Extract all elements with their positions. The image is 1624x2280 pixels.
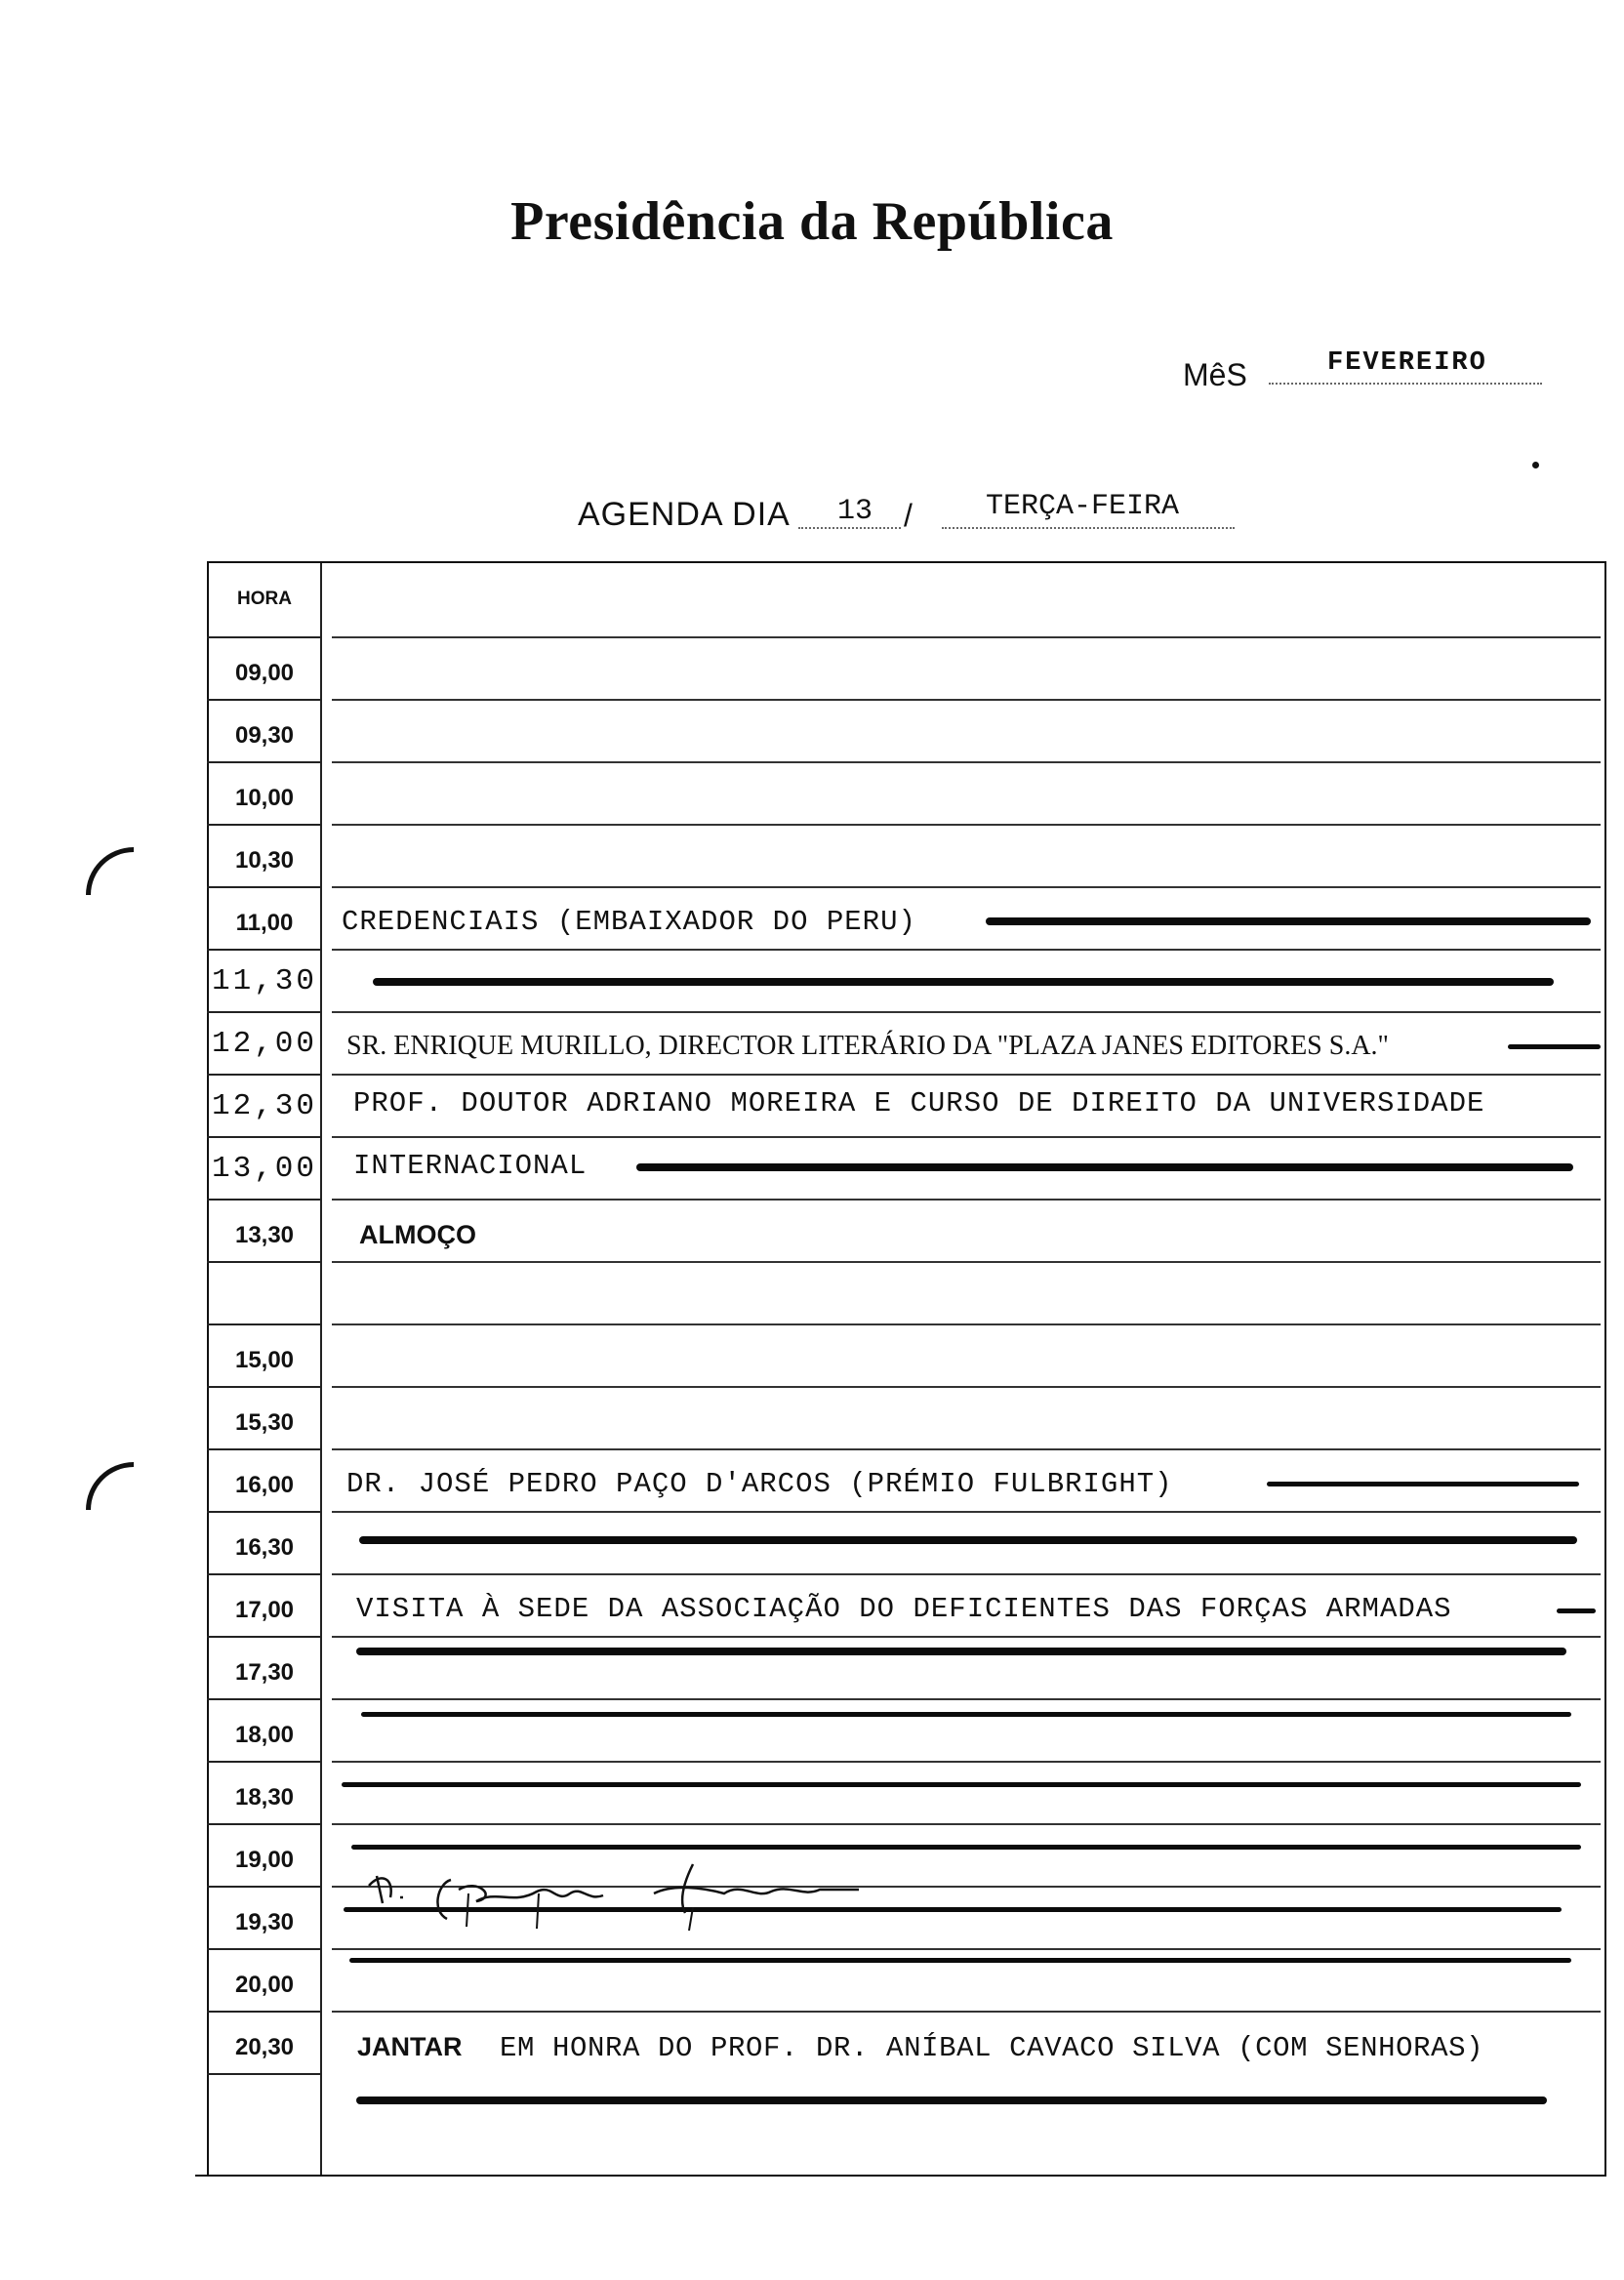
time-cell: 20,00 bbox=[234, 1972, 295, 1998]
entry-ink-stroke bbox=[359, 1536, 1577, 1544]
table-row bbox=[195, 1076, 1606, 1138]
entry-text: EM HONRA DO PROF. DR. ANÍBAL CAVACO SILVA (COM SENHORAS) bbox=[500, 2032, 1484, 2064]
hora-header: HORA bbox=[237, 589, 292, 609]
time-cell: 13,00 bbox=[211, 1152, 317, 1186]
table-row bbox=[195, 1201, 1606, 1263]
table-row bbox=[195, 1700, 1606, 1763]
table-row bbox=[195, 888, 1606, 951]
table-row bbox=[195, 2075, 1606, 2175]
entry-text-prefix: JANTAR bbox=[357, 2032, 463, 2061]
ink-dot bbox=[1532, 462, 1539, 468]
time-cell: 09,00 bbox=[234, 660, 295, 686]
table-row bbox=[195, 1325, 1606, 1388]
entry-ink-stroke bbox=[986, 917, 1591, 925]
time-cell: 15,30 bbox=[234, 1409, 295, 1436]
agenda-weekday-dotted-line bbox=[942, 527, 1235, 529]
page-title: Presidência da República bbox=[510, 191, 1114, 252]
table-row bbox=[195, 763, 1606, 826]
table-row bbox=[195, 826, 1606, 888]
mes-value: FEVEREIRO bbox=[1327, 348, 1487, 378]
table-row bbox=[195, 2013, 1606, 2075]
entry-text: DR. JOSÉ PEDRO PAÇO D'ARCOS (PRÉMIO FULBRIGHT) bbox=[346, 1468, 1173, 1500]
table-row bbox=[195, 638, 1606, 701]
time-cell: 13,30 bbox=[234, 1222, 295, 1248]
table-row bbox=[195, 1013, 1606, 1076]
time-cell: 11,00 bbox=[235, 910, 294, 936]
punch-hole-mark-top bbox=[86, 847, 134, 895]
agenda-weekday: TERÇA-FEIRA bbox=[986, 490, 1180, 523]
entry-text: CREDENCIAIS (EMBAIXADOR DO PERU) bbox=[342, 906, 916, 938]
table-row bbox=[195, 1638, 1606, 1700]
table-row bbox=[195, 1575, 1606, 1638]
time-cell: 18,30 bbox=[234, 1784, 295, 1811]
entry-text: SR. ENRIQUE MURILLO, DIRECTOR LITERÁRIO DA "PLAZA JANES EDITORES S.A." bbox=[346, 1031, 1389, 1061]
time-cell: 09,30 bbox=[234, 722, 295, 749]
table-row bbox=[195, 701, 1606, 763]
time-cell: 12,00 bbox=[211, 1027, 317, 1061]
table-row bbox=[195, 1138, 1606, 1201]
table-row bbox=[195, 1763, 1606, 1825]
time-cell: 19,30 bbox=[234, 1909, 295, 1935]
mes-dotted-line bbox=[1269, 383, 1542, 385]
entry-ink-stroke bbox=[356, 2097, 1547, 2104]
table-bottom-border bbox=[195, 2175, 1606, 2177]
table-header-row bbox=[195, 561, 1606, 638]
time-cell: 16,00 bbox=[234, 1472, 295, 1498]
time-cell: 16,30 bbox=[234, 1534, 295, 1561]
time-cell: 17,30 bbox=[234, 1659, 295, 1686]
table-row bbox=[195, 1263, 1606, 1325]
entry-ink-stroke bbox=[1557, 1608, 1596, 1613]
time-cell: 15,00 bbox=[234, 1347, 295, 1373]
time-cell: 10,30 bbox=[234, 847, 295, 874]
agenda-slash: / bbox=[904, 498, 913, 533]
time-cell: 12,30 bbox=[211, 1089, 317, 1123]
table-row bbox=[195, 1388, 1606, 1450]
time-cell: 19,00 bbox=[234, 1847, 295, 1873]
agenda-label: AGENDA DIA bbox=[578, 496, 791, 533]
entry-ink-stroke bbox=[1267, 1482, 1579, 1486]
entry-text: INTERNACIONAL bbox=[353, 1150, 588, 1182]
mes-label: MêS bbox=[1183, 357, 1247, 392]
punch-hole-mark-bottom bbox=[86, 1462, 134, 1510]
table-row bbox=[195, 1950, 1606, 2013]
handwritten-signature bbox=[361, 1854, 869, 1933]
table-row bbox=[195, 1513, 1606, 1575]
table-row bbox=[195, 1450, 1606, 1513]
agenda-table bbox=[195, 561, 1606, 2177]
entry-ink-stroke bbox=[373, 978, 1554, 986]
entry-ink-stroke bbox=[361, 1712, 1571, 1717]
entry-ink-stroke bbox=[636, 1163, 1573, 1171]
entry-text: PROF. DOUTOR ADRIANO MOREIRA E CURSO DE DIREITO DA UNIVERSIDADE bbox=[353, 1087, 1485, 1120]
entry-ink-stroke bbox=[351, 1845, 1581, 1850]
time-cell: 18,00 bbox=[234, 1722, 295, 1748]
entry-text: ALMOÇO bbox=[359, 1220, 476, 1249]
time-cell: 20,30 bbox=[234, 2034, 295, 2060]
entry-ink-stroke bbox=[342, 1782, 1581, 1787]
entry-ink-stroke bbox=[1508, 1044, 1601, 1049]
time-cell: 17,00 bbox=[234, 1597, 295, 1623]
time-cell: 11,30 bbox=[211, 964, 317, 998]
entry-ink-stroke bbox=[356, 1648, 1566, 1655]
agenda-day: 13 bbox=[837, 495, 873, 528]
time-cell: 10,00 bbox=[234, 785, 295, 811]
entry-text: VISITA À SEDE DA ASSOCIAÇÃO DO DEFICIENTES DAS FORÇAS ARMADAS bbox=[356, 1593, 1452, 1625]
table-row bbox=[195, 951, 1606, 1013]
entry-ink-stroke bbox=[349, 1958, 1571, 1963]
